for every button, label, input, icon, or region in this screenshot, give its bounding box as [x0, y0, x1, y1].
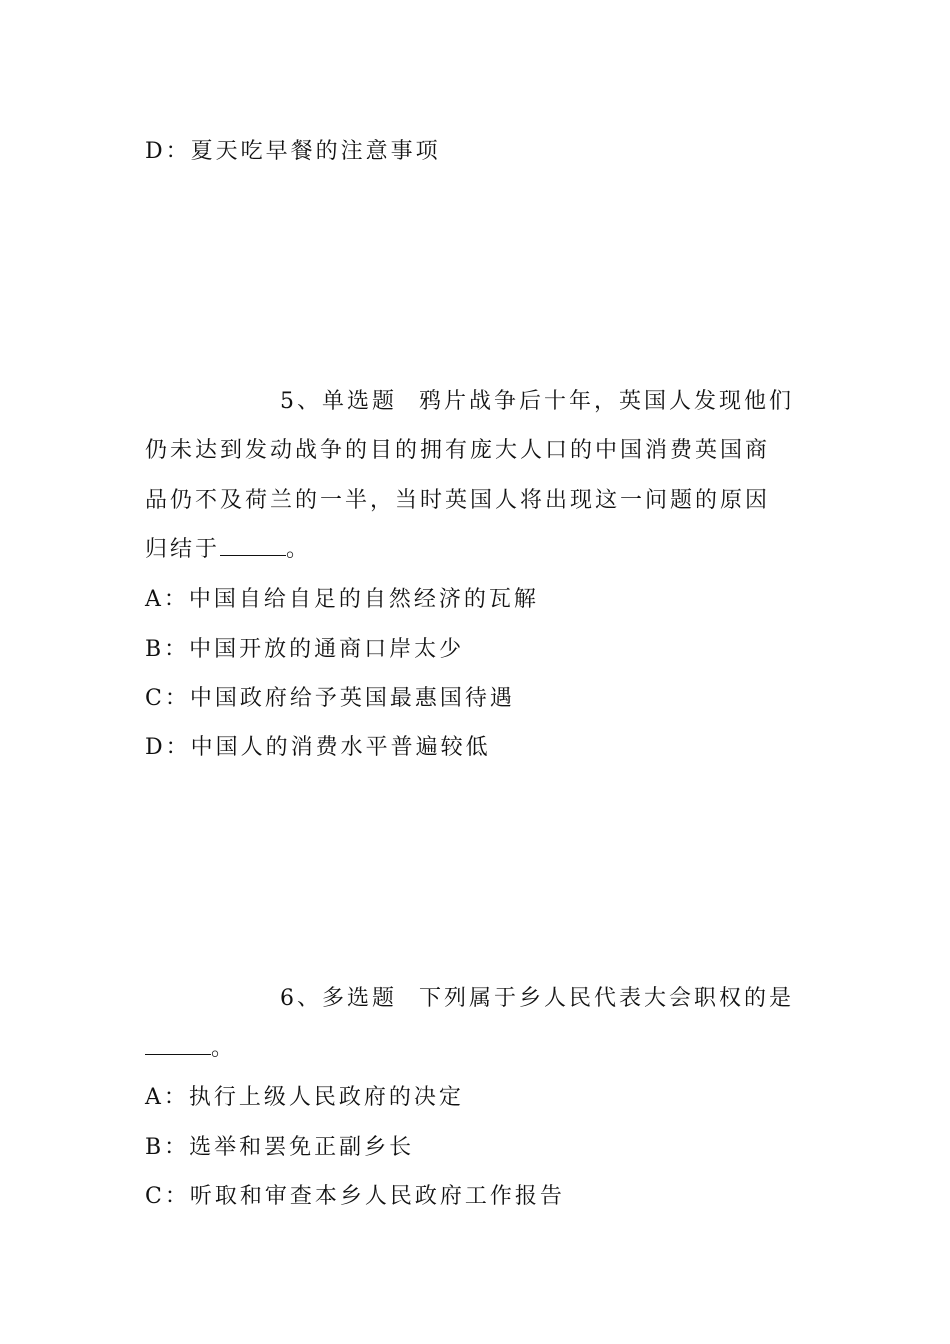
- q6-stem-line-2: [145, 1034, 236, 1064]
- q6-option-a: A：执行上级人民政府的决定: [145, 1085, 464, 1110]
- q5-option-b: B：中国开放的通商口岸太少: [145, 637, 465, 662]
- q5-stem-post-blank: 。: [286, 537, 312, 562]
- q6-answer-blank: [145, 1036, 211, 1055]
- q5-stem-text: 鸦片战争后十年，英国人发现他们: [419, 389, 795, 414]
- q6-stem-post-blank: 。: [211, 1036, 237, 1061]
- prev-option-d: D：夏天吃早餐的注意事项: [145, 139, 441, 164]
- q6-stem-line-1: [280, 984, 794, 1014]
- q5-stem-line-2: 仍未达到发动战争的目的拥有庞大人口的中国消费英国商: [145, 438, 771, 463]
- q5-stem-line-4: [145, 535, 311, 565]
- q5-stem-pre-blank: 归结于: [145, 537, 221, 562]
- q5-stem-line-1: [280, 387, 794, 417]
- q6-stem-text: 下列属于乡人民代表大会职权的是: [419, 986, 795, 1011]
- q5-number-type: 5、单选题: [280, 389, 397, 414]
- q5-stem-line-3: 品仍不及荷兰的一半，当时英国人将出现这一问题的原因: [145, 488, 771, 513]
- q5-option-d: D：中国人的消费水平普遍较低: [145, 735, 491, 760]
- q5-option-c: C：中国政府给予英国最惠国待遇: [145, 686, 515, 711]
- q6-number-type: 6、多选题: [280, 986, 397, 1011]
- q5-answer-blank: [220, 537, 286, 556]
- q5-option-a: A：中国自给自足的自然经济的瓦解: [145, 587, 539, 612]
- q6-option-b: B：选举和罢免正副乡长: [145, 1135, 415, 1160]
- q6-option-c: C：听取和审查本乡人民政府工作报告: [145, 1184, 565, 1209]
